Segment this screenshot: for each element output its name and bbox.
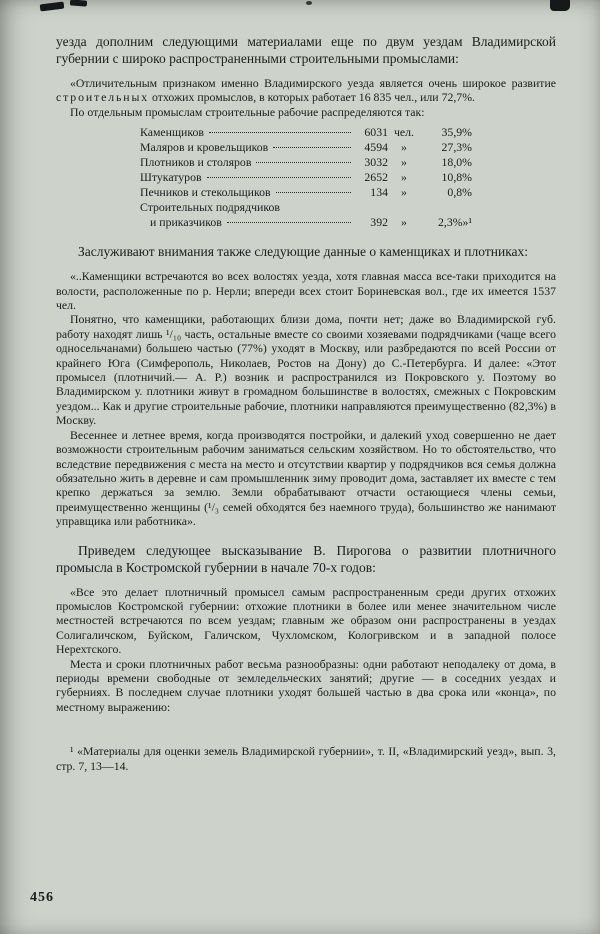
paragraph-masons-intro: Заслуживают внимания также следующие данные о каменщиках и плотниках:: [78, 244, 529, 260]
dot-leader: [227, 222, 351, 223]
row-value: 4594: [364, 140, 388, 155]
dot-leader: [209, 132, 351, 133]
row-label: Каменщиков: [140, 125, 204, 140]
table-row: [140, 200, 472, 215]
footnote: ¹ «Материалы для оценки земель Владимирской губернии», т. II, «Владимирский уезд», вып. 3, стр. 7, 13—14.: [56, 744, 556, 773]
page-text: [56, 33, 556, 773]
row-unit: чел.: [393, 125, 414, 140]
table-row: [140, 215, 472, 230]
paragraph-pirogov-intro: Приведем следующее высказывание В. Пирогова о развитии плотничного промысла в Костромской губернии в начале 70-х годов:: [56, 542, 556, 575]
quote1-emphasized-word: строительных: [56, 90, 150, 105]
paragraph-intro: уезда дополним следующими материалами еще по двум уездам Владимирской губернии с широко распространенными строительными промыслами:: [56, 34, 556, 66]
dot-leader: [207, 177, 351, 178]
quote2-paragraph-3: Весеннее и летнее время, когда производятся постройки, и далекий уход совершенно не дает возможности строительным рабочим заниматься сельским хозяйством. Но то обстоятельство, что вследствие передвижения с места на место и отсутствии квартир у подрядчиков вся семья должна обязательно жить в деревне и сам промышленник зиму проводит дома, заставляет их вместе с тем крепко держаться за землю. Земли обрабатывают отчасти остающиеся члены семьи, преимущественно женщины (¹/₃ семей обходятся без наемного труда), большинство же нанимают управщика или работника».: [56, 427, 556, 529]
quote1-text-before: «Отличительным признаком именно Владимирского уезда является очень широкое развитие: [70, 76, 556, 90]
row-unit: »: [401, 170, 407, 185]
row-percent: 2,3%»¹: [437, 215, 472, 230]
row-value: 3032: [364, 155, 388, 170]
row-percent: 0,8%: [447, 185, 472, 200]
scan-artifact: [550, 0, 570, 11]
row-value: 392: [370, 215, 388, 230]
dot-leader: [273, 147, 351, 148]
row-percent: 10,8%: [441, 170, 472, 185]
quote2-paragraph-2: Понятно, что каменщики, работающих близи дома, почти нет; даже во Владимирской губ. работу находят лишь ¹/₁₀ часть, остальные вместе со своими хозяевами подрядчиками (чаще всего односельчанами) большею частью (77%) уходят в Москву, или разбредаются по всей России от крайнего Юга (Симферополь, Николаев, Ростов на Дону) до С.-Петербурга. И далее: «Этот промысел (плотничий.— А. Р.) возник и распространился из Покровского у. Поэтому во Владимирском у. плотники живут в громадном большинстве в волостях, смежных с Покровским уездом... Как и другие строительные рабочие, плотники направляются преимущественно (82,3%) в Москву.: [56, 312, 556, 428]
quote1-text-after: отхожих промыслов, в которых работает 16 835 чел., или 72,7%.: [149, 90, 475, 105]
row-percent: 27,3%: [441, 140, 472, 155]
quote1-paragraph-1: [56, 76, 556, 105]
table-row: [140, 185, 472, 200]
row-unit: »: [401, 185, 407, 200]
row-percent: 35,9%: [441, 125, 472, 140]
scan-artifact: [306, 1, 312, 5]
row-percent: 18,0%: [441, 155, 472, 170]
quote3-paragraph-2: Места и сроки плотничных работ весьма разнообразны: одни работают неподалеку от дома, в периоды времени свободные от земледельческих занятий; другие — в соседних уездах и губерниях. В последнем случае плотники уходят большей частью в два срока или «конца», по местному выражению:: [56, 656, 556, 714]
row-unit: »: [401, 140, 407, 155]
quote2-paragraph-1: «..Каменщики встречаются во всех волостях уезда, хотя главная масса все-таки приходится на волости, расположенные по р. Нерли; впереди всех стоит Бориневская вол., где их имеется 1537 чел.: [56, 269, 556, 313]
row-label: Штукатуров: [140, 170, 202, 185]
scan-artifact: [70, 0, 87, 7]
row-value: 6031: [364, 125, 388, 140]
quote3-paragraph-1: «Все это делает плотничный промысел самым распространенным среди других отхожих промыслов Костромской губернии: отхожие плотники в более или менее значительном числе местностей встречаются по всем уездам; главным же образом они распространены в уездах Солигаличском, Буйском, Галичском, Чухломском, Кологривском и в западной полосе Нерехтского.: [56, 584, 556, 657]
table-row: [140, 170, 472, 185]
row-label-line2: и приказчиков: [150, 215, 222, 230]
row-label: Маляров и кровельщиков: [140, 140, 269, 155]
row-label: Плотников и столяров: [140, 155, 252, 170]
dot-leader: [276, 192, 351, 193]
table-row: [140, 125, 472, 140]
table-row: [140, 155, 472, 170]
row-unit: »: [401, 215, 407, 230]
row-unit: »: [401, 155, 407, 170]
table-row: [140, 140, 472, 155]
page-number: 456: [30, 890, 54, 905]
row-value: 134: [370, 185, 388, 200]
row-value: 2652: [364, 170, 388, 185]
quote1-paragraph-2: По отдельным промыслам строительные рабочие распределяются так:: [70, 104, 425, 119]
workers-distribution-table: [140, 125, 472, 230]
scan-artifact: [40, 2, 65, 12]
row-label-line1: Строительных подрядчиков: [140, 200, 280, 215]
row-label: Печников и стекольщиков: [140, 185, 271, 200]
dot-leader: [256, 162, 351, 163]
